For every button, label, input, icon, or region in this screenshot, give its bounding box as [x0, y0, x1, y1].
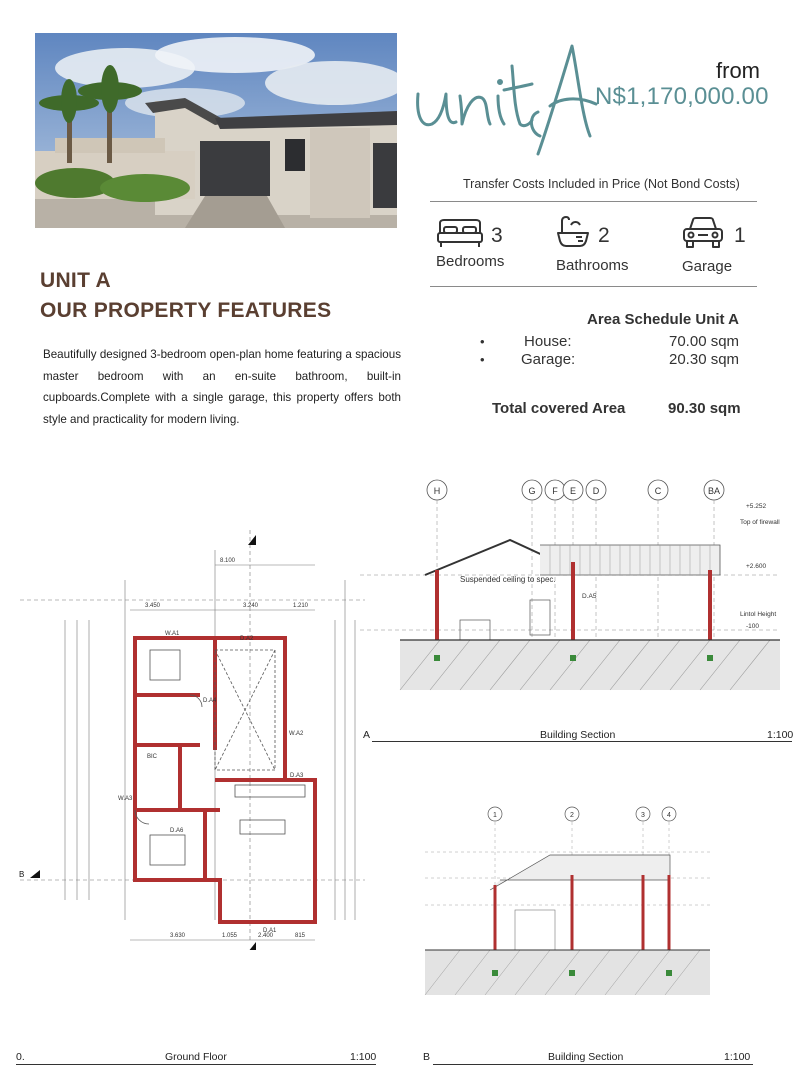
section-a-lintel-note: Lintol Height — [740, 611, 777, 618]
divider-top — [430, 201, 757, 202]
plan-dim-bot3: 2.400 — [258, 933, 274, 939]
plan-label-wa1: W.A1 — [165, 631, 180, 637]
plan-label-bic: BIC — [147, 754, 158, 760]
ground-floor-caption-line — [16, 1064, 376, 1065]
plan-label-da1: D.A1 — [263, 928, 277, 934]
area-schedule-title: Area Schedule Unit A — [587, 311, 739, 328]
section-a-grid-label: F — [552, 486, 558, 496]
section-a-grid-label: BA — [707, 486, 721, 496]
building-section-a — [360, 470, 800, 715]
plan-label-da6: D.A6 — [170, 828, 184, 834]
plan-label-wa2: W.A2 — [289, 731, 304, 737]
plan-dim-bot1: 3.630 — [170, 933, 186, 939]
heading-features: OUR PROPERTY FEATURES — [40, 299, 332, 322]
area-garage-label: Garage: — [521, 351, 576, 368]
section-a-letter: A — [363, 729, 371, 741]
page-heading — [40, 266, 331, 326]
section-a-level3: -100 — [746, 623, 760, 630]
ground-floor-letter: 0. — [16, 1051, 25, 1063]
section-b-caption-line — [433, 1064, 753, 1065]
section-a-grid-label: G — [528, 486, 536, 496]
car-icon — [682, 217, 724, 254]
heading-unit: UNIT A — [40, 269, 112, 292]
section-b-title: Building Section — [548, 1051, 624, 1063]
section-a-level2: +2.600 — [746, 563, 767, 570]
section-b-grid-label: 4 — [667, 812, 671, 819]
section-b-letter: B — [423, 1051, 431, 1063]
section-b-grid-label: 1 — [493, 812, 497, 819]
price-value: N$1,170,000.00 — [595, 83, 769, 110]
section-a-scale: 1:100 — [767, 729, 794, 741]
plan-dim-top2: 3.240 — [243, 603, 259, 609]
plan-label-wa3: W.A3 — [118, 796, 133, 802]
bedrooms-count: 3 — [491, 224, 503, 247]
section-a-grid-label: E — [569, 486, 577, 496]
plan-label-da4: D.A4 — [203, 698, 217, 704]
bathrooms-label: Bathrooms — [556, 257, 629, 274]
ground-floor-title: Ground Floor — [165, 1051, 227, 1063]
section-a-caption-line — [372, 741, 792, 742]
section-a-grid-label: H — [433, 486, 441, 496]
garage-label: Garage — [682, 258, 733, 275]
plan-dim-total: 8.100 — [220, 558, 236, 564]
section-a-grid-label: C — [654, 486, 662, 496]
total-area-value: 90.30 sqm — [668, 400, 741, 417]
price-from-label: from — [716, 58, 760, 83]
ground-floor-plan — [15, 520, 375, 955]
bathrooms-count: 2 — [598, 224, 610, 247]
building-section-b — [420, 800, 720, 1035]
section-a-firewall-note: Top of firewall — [740, 519, 780, 526]
section-a-das: D.A5 — [582, 593, 597, 600]
plan-label-da2: D.A2 — [240, 636, 254, 642]
section-a-grid-label: D — [592, 486, 600, 496]
ground-floor-scale: 1:100 — [350, 1051, 377, 1063]
section-b-grid-label: 3 — [641, 812, 645, 819]
section-b-grid-label: 2 — [570, 812, 574, 819]
property-description: Beautifully designed 3-bedroom open-plan home featuring a spacious master bedroom with an en-suite bathroom, built-in cupboards.Complete with a single garage, this property offers both style and practicality for modern living. — [43, 348, 401, 426]
area-house-value: 70.00 sqm — [669, 333, 740, 350]
plan-dim-top1: 3.450 — [145, 603, 161, 609]
section-a-level1: +5.252 — [746, 503, 767, 510]
plan-dim-top3: 1.210 — [293, 603, 309, 609]
garage-count: 1 — [734, 224, 746, 247]
plan-dim-bot2: 1.055 — [222, 933, 238, 939]
plan-marker-b: B — [19, 870, 25, 879]
section-a-title: Building Section — [540, 729, 616, 741]
plan-label-da3: D.A3 — [290, 773, 304, 779]
plan-dim-bot4: 815 — [295, 933, 306, 939]
divider-bottom — [430, 286, 757, 287]
transfer-note: Transfer Costs Included in Price (Not Bond Costs) — [463, 177, 740, 191]
bathtub-icon — [556, 215, 590, 254]
total-area-label: Total covered Area — [492, 400, 626, 417]
bullet: • — [480, 352, 485, 367]
bed-icon — [436, 219, 484, 254]
bedrooms-label: Bedrooms — [436, 253, 505, 270]
house-photo — [35, 33, 397, 228]
section-a-ceiling-note: Suspended ceiling to spec. — [460, 575, 556, 584]
bullet: • — [480, 334, 485, 349]
area-garage-value: 20.30 sqm — [669, 351, 740, 368]
area-house-label: House: — [524, 333, 572, 350]
section-b-scale: 1:100 — [724, 1051, 751, 1063]
